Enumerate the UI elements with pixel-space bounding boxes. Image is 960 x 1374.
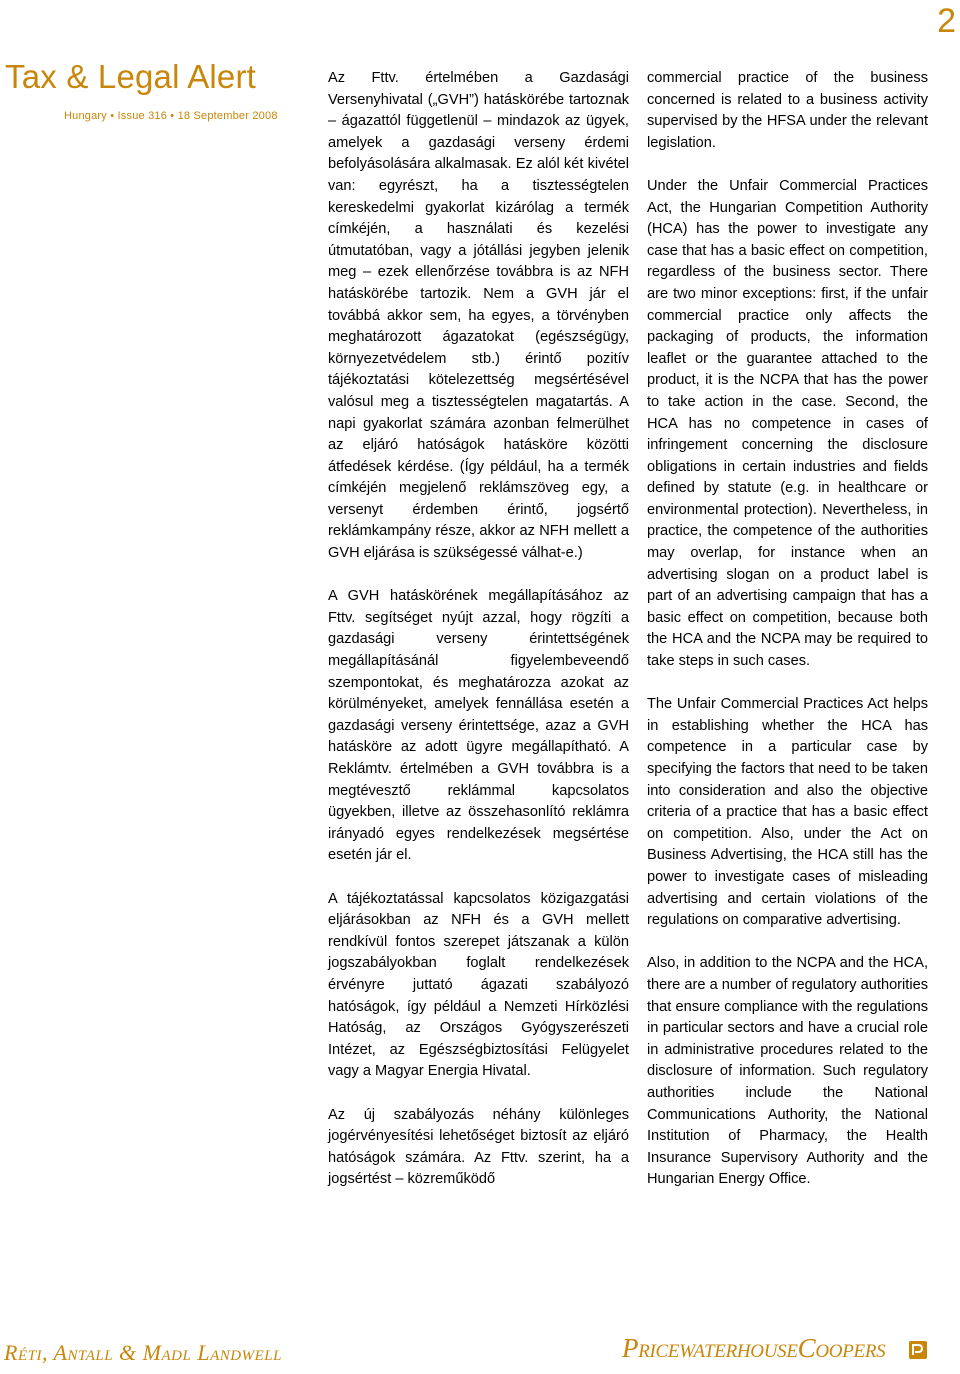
paragraph: The Unfair Commercial Practices Act helps in establishing whether the HCA has competence in a particular case by specifying the factors that need to be taken into consideration and also the objective criteria of a practice that has a basic effect on competition. Also, under the Act on Business Advertising, the HCA still has the power to investigate cases of misleading advertising and certain violations of the regulations on comparative advertising.: [647, 696, 928, 929]
pwc-logo: PricewaterhouseCoopers: [622, 1333, 886, 1363]
issue-info: Hungary • Issue 316 • 18 September 2008: [64, 110, 278, 122]
hungarian-text-column: [328, 68, 629, 1212]
law-firm-logo: Réti, Antall & Madl Landwell: [4, 1340, 282, 1365]
english-text-column: [647, 68, 928, 1212]
paragraph: Az Fttv. értelmében a Gazdasági Versenyhivatal („GVH”) hatáskörébe tartoznak – ágazattól függetlenül – mindazok az ügyek, amelyek a gazdasági verseny érdemi befolyásolására alkalmasak. Ez alól két kivétel van: egyrészt, ha a tisztességtelen kereskedelmi gyakorlat kizárólag a termék címkéjén, a használati és kezelési útmutatóban, vagy a jótállási jegyben jelenik meg – ezek ellenőrzése továbbra is az NFH hatáskörébe tartozik. Nem a GVH jár el továbbá akkor sem, ha egyes, a törvényben meghatározott ágazatokat (egészségügy, környezetvédelem stb.) érintő pozitív tájékoztatási kötelezettség megsértésével valósul meg a tisztességtelen magatartás. A napi gyakorlat számára azonban felmerülhet az eljáró hatóságok hatásköre közötti átfedések kérdése. (Így például, ha a termék címkéjén megjelenő reklámszöveg egy, a versenyt érdemben érintő, jogsértő reklámkampány része, akkor az NFH mellett a GVH eljárása is szükségessé válhat-e.): [328, 70, 629, 562]
paragraph: A GVH hatáskörének megállapításához az Fttv. segítséget nyújt azzal, hogy rögzíti a gazdasági verseny érintettségének megállapításánál figyelembeveendő szempontokat, és meghatározza azokat az körülményeket, amelyek fennállása esetén a gazdasági verseny érintettsége, azaz a GVH hatásköre az adott ügyre megállapítható. A Reklámtv. értelmében a GVH továbbra is a megtévesztő reklámmal kapcsolatos ügyekben, illetve az összehasonlító reklámra irányadó egyes rendelkezések megsértése esetén jár el.: [328, 588, 629, 864]
paragraph: A tájékoztatással kapcsolatos közigazgatási eljárásokban az NFH és a GVH mellett rendkívül fontos szerepet játszanak a külön jogszabályokban foglalt rendelkezések érvényre juttató ágazati szabályozó hatóságok, így például a Nemzeti Hírközlési Hatóság, az Országos Gyógyszerészeti Intézet, az Egészségbiztosítási Felügyelet vagy a Magyar Energia Hivatal.: [328, 890, 629, 1080]
page-number: 2: [937, 2, 956, 40]
newsletter-title: Tax & Legal Alert: [5, 58, 257, 95]
paragraph: Az új szabályozás néhány különleges jogérvényesítési lehetőséget biztosít az eljáró hatóságok számára. Az Fttv. szerint, ha a jogsértést – közreműködő: [328, 1106, 629, 1188]
paragraph: Under the Unfair Commercial Practices Act, the Hungarian Competition Authority (HCA) has the power to investigate any case that has a basic effect on competition, regardless of the business sector. There are two minor exceptions: first, if the unfair commercial practice only affects the packaging of products, the information leaflet or the guarantee attached to the product, it is the NCPA that has the power to take action in the case. Second, the HCA has no competence in cases of infringement concerning the disclosure obligations in certain industries and fields defined by statute (e.g. in healthcare or environmental protection). Nevertheless, in practice, the competence of the authorities may overlap, for instance when an advertising slogan on a product label is part of an advertising campaign that has a basic effect on competition, because both the HCA and the NCPA may be required to take steps in such cases.: [647, 177, 928, 670]
paragraph: commercial practice of the business concerned is related to a business activity supervised by the HFSA under the relevant legislation.: [647, 70, 928, 151]
pwc-mark-icon: [908, 1340, 928, 1360]
paragraph: Also, in addition to the NCPA and the HCA, there are a number of regulatory authorities that ensure compliance with the regulations in particular sectors and have a crucial role in administrative procedures related to the disclosure of information. Such regulatory authorities include the National Communications Authority, the National Institution of Pharmacy, the Health Insurance Supervisory Authority and the Hungarian Energy Office.: [647, 955, 928, 1188]
